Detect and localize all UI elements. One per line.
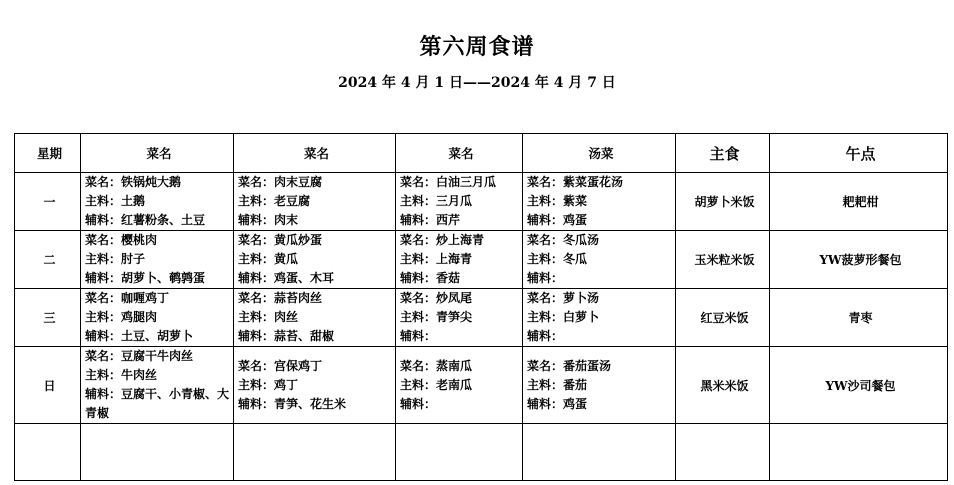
header-dish-3: 菜名 [396, 134, 523, 173]
dish-cell [396, 231, 523, 289]
dish-aux: 辅料：红薯粉条、土豆 [85, 213, 206, 227]
dish-aux: 辅料：肉末 [238, 213, 299, 227]
soup-name: 菜名：紫菜蛋花汤 [527, 175, 624, 189]
dish-aux: 辅料：青笋、花生米 [238, 396, 347, 411]
dish-cell [396, 289, 523, 347]
dish-cell [81, 231, 234, 289]
dish-name: 菜名：蒸南瓜 [400, 358, 473, 373]
empty-cell [15, 424, 81, 481]
dish-cell [396, 173, 523, 231]
dish-main: 主料：三月瓜 [400, 194, 473, 208]
soup-aux: 辅料：鸡蛋 [527, 213, 588, 227]
dish-name: 菜名：樱桃肉 [85, 233, 158, 247]
dish-main: 主料：肘子 [85, 252, 146, 266]
dish-name: 菜名：宫保鸡丁 [238, 358, 323, 373]
header-dish-1: 菜名 [81, 134, 234, 173]
page-title: 第六周食谱 [419, 34, 535, 60]
empty-cell [234, 424, 396, 481]
header-staple: 主食 [676, 134, 770, 173]
dish-name: 菜名：炒凤尾 [400, 291, 473, 305]
header-row [15, 134, 948, 173]
empty-cell [676, 424, 770, 481]
staple-cell: 黑米米饭 [676, 347, 770, 424]
header-dish-2: 菜名 [234, 134, 396, 173]
soup-main: 主料：紫菜 [527, 194, 588, 208]
empty-cell [81, 424, 234, 481]
snack-cell: 耙耙柑 [770, 173, 948, 231]
dish-name: 菜名：肉末豆腐 [238, 175, 323, 189]
dish-aux: 辅料： [400, 329, 437, 343]
dish-cell [396, 347, 523, 424]
dish-name: 菜名：咖喱鸡丁 [85, 291, 170, 305]
dish-main: 主料：黄瓜 [238, 252, 299, 266]
soup-main: 主料：番茄 [527, 377, 588, 392]
dish-cell [234, 231, 396, 289]
staple-cell: 红豆米饭 [676, 289, 770, 347]
dish-name: 菜名：白油三月瓜 [400, 175, 497, 189]
soup-name: 菜名：冬瓜汤 [527, 233, 600, 247]
day-cell: 二 [15, 231, 81, 289]
soup-aux: 辅料： [527, 329, 564, 343]
soup-cell [523, 289, 676, 347]
soup-main: 主料：冬瓜 [527, 252, 588, 266]
soup-name: 菜名：萝卜汤 [527, 291, 600, 305]
soup-aux: 辅料： [527, 271, 564, 285]
dish-main: 主料：鸡丁 [238, 377, 299, 392]
empty-cell [396, 424, 523, 481]
empty-row [15, 424, 948, 481]
dish-main: 主料：老南瓜 [400, 377, 473, 392]
dish-cell [81, 289, 234, 347]
dish-aux: 辅料：香菇 [400, 271, 461, 285]
table-row [15, 347, 948, 424]
dish-name: 菜名：蒜苔肉丝 [238, 291, 323, 305]
dish-aux: 辅料：胡萝卜、鹌鹑蛋 [85, 271, 206, 285]
dish-main: 主料：肉丝 [238, 310, 299, 324]
soup-cell [523, 173, 676, 231]
dish-aux: 辅料：鸡蛋、木耳 [238, 271, 335, 285]
dish-main: 主料：土鹅 [85, 194, 146, 208]
dish-cell [81, 347, 234, 424]
soup-main: 主料：白萝卜 [527, 310, 600, 324]
dish-name: 菜名：铁锅炖大鹅 [85, 175, 182, 189]
header-soup: 汤菜 [523, 134, 676, 173]
soup-aux: 辅料：鸡蛋 [527, 396, 588, 411]
snack-cell: YW沙司餐包 [770, 347, 948, 424]
day-cell: 三 [15, 289, 81, 347]
empty-cell [523, 424, 676, 481]
empty-cell [770, 424, 948, 481]
dish-main: 主料：牛肉丝 [85, 368, 158, 382]
table-row [15, 231, 948, 289]
dish-cell [234, 289, 396, 347]
dish-aux: 辅料：西芹 [400, 213, 461, 227]
soup-cell [523, 347, 676, 424]
dish-aux: 辅料：土豆、胡萝卜 [85, 329, 194, 343]
dish-aux: 辅料：蒜苔、甜椒 [238, 329, 335, 343]
dish-aux: 辅料： [400, 396, 437, 411]
dish-main: 主料：青笋尖 [400, 310, 473, 324]
dish-main: 主料：老豆腐 [238, 194, 311, 208]
snack-cell: YW菠萝形餐包 [770, 231, 948, 289]
dish-aux: 辅料：豆腐干、小青椒、大青椒 [85, 387, 230, 420]
soup-cell [523, 231, 676, 289]
dish-name: 菜名：豆腐干牛肉丝 [85, 349, 194, 363]
date-range: 2024 年 4 月 1 日——2024 年 4 月 7 日 [338, 75, 616, 91]
dish-main: 主料：上海青 [400, 252, 473, 266]
snack-cell: 青枣 [770, 289, 948, 347]
soup-name: 菜名：番茄蛋汤 [527, 358, 612, 373]
dish-cell [234, 347, 396, 424]
header-day: 星期 [15, 134, 81, 173]
dish-name: 菜名：黄瓜炒蛋 [238, 233, 323, 247]
staple-cell: 玉米粒米饭 [676, 231, 770, 289]
dish-cell [234, 173, 396, 231]
header-snack: 午点 [770, 134, 948, 173]
dish-cell [81, 173, 234, 231]
staple-cell: 胡萝卜米饭 [676, 173, 770, 231]
dish-main: 主料：鸡腿肉 [85, 310, 158, 324]
day-cell: 一 [15, 173, 81, 231]
table-row [15, 173, 948, 231]
table-row [15, 289, 948, 347]
dish-name: 菜名：炒上海青 [400, 233, 485, 247]
day-cell: 日 [15, 347, 81, 424]
menu-table [14, 133, 948, 481]
